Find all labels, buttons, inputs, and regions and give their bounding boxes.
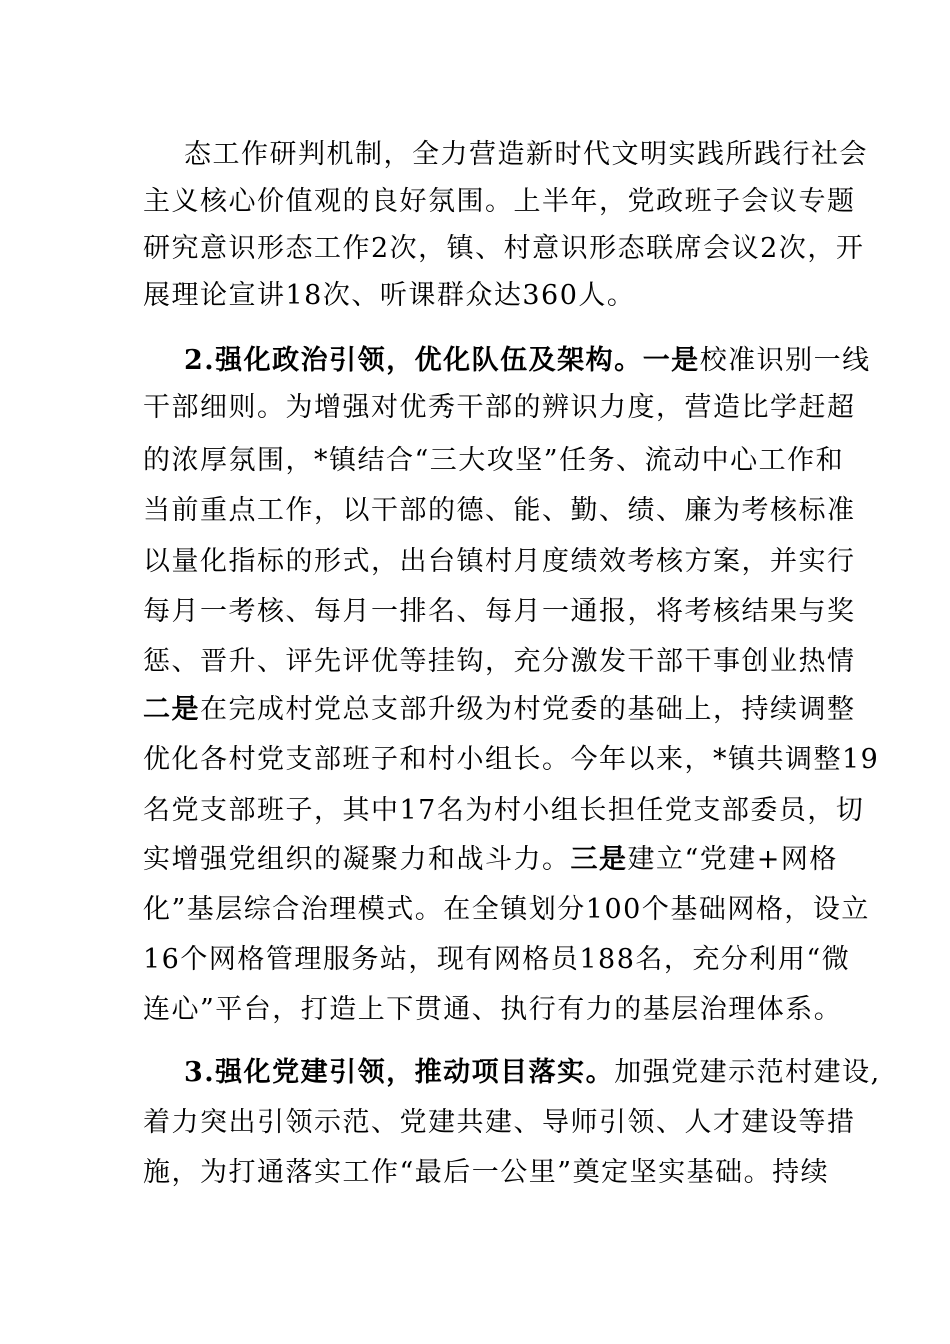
- para2-line-14: [143, 990, 843, 1030]
- text-span: 校准识别一线: [699, 345, 871, 376]
- para2-line-2: [143, 388, 856, 428]
- para2-line-12: [143, 890, 870, 930]
- text-span: 着力突出引领示范、党建共建、导师引领、人才建设等措: [143, 1107, 856, 1138]
- text-span: 名党支部班子，其中17名为村小组长担任党支部委员，切: [143, 795, 865, 826]
- para2-line-11: [143, 840, 838, 880]
- para3-line-3: [143, 1153, 830, 1193]
- text-span: 干部细则。为增强对优秀干部的辨识力度，营造比学赶超: [143, 392, 856, 423]
- para2-line-4: [143, 491, 856, 531]
- para1-line-3: [143, 229, 865, 269]
- keyword: 二是: [143, 694, 200, 725]
- text-span: 以量化指标的形式，出台镇村月度绩效考核方案，并实行: [143, 546, 856, 577]
- section-heading: 3.强化党建引领，推动项目落实。: [184, 1057, 615, 1088]
- text-span: 建立“党建+网格: [627, 844, 838, 875]
- para2-line-6: [143, 592, 856, 632]
- para2-line-1: [184, 341, 871, 381]
- text-span: 惩、晋升、评先评优等挂钩，充分激发干部干事创业热情: [143, 646, 856, 677]
- keyword: 三是: [570, 844, 628, 875]
- text-span: 连心”平台，打造上下贯通、执行有力的基层治理体系。: [143, 994, 843, 1025]
- text-span: 展理论宣讲18次、听课群众达360人。: [143, 280, 636, 311]
- text-span: 化”基层综合治理模式。在全镇划分100个基础网格，设立: [143, 894, 870, 925]
- text-span: 施，为打通落实工作“最后一公里”奠定坚实基础。持续: [143, 1157, 830, 1188]
- para2-line-10: [143, 791, 865, 831]
- para2-line-3: [143, 441, 845, 481]
- text-span: 16个网格管理服务站，现有网格员188名，充分利用“微: [143, 944, 851, 975]
- text-span: 在完成村党总支部升级为村党委的基础上，持续调整: [200, 694, 856, 725]
- text-span: 加强党建示范村建设,: [614, 1057, 881, 1088]
- text-span: 每月一考核、每月一排名、每月一通报，将考核结果与奖: [143, 596, 856, 627]
- text-span: 优化各村党支部班子和村小组长。今年以来，*镇共调整19: [143, 744, 880, 775]
- text-span: 实增强党组织的凝聚力和战斗力。: [143, 844, 571, 875]
- text-span: 当前重点工作，以干部的德、能、勤、绩、廉为考核标准: [143, 495, 856, 526]
- para2-line-7: [143, 642, 856, 682]
- text-span: 的浓厚氛围，*镇结合“三大攻坚”任务、流动中心工作和: [143, 445, 845, 476]
- text-span: 研究意识形态工作2次，镇、村意识形态联席会议2次，开: [143, 233, 865, 264]
- para1-line-1: [184, 135, 868, 175]
- text-span: 态工作研判机制，全力营造新时代文明实践所践行社会: [184, 139, 868, 170]
- para3-line-2: [143, 1103, 856, 1143]
- section-heading: 2.强化政治引领，优化队伍及架构。: [184, 345, 643, 376]
- para2-line-13: [143, 940, 851, 980]
- keyword: 一是: [642, 345, 700, 376]
- para3-line-1: [184, 1053, 881, 1093]
- para1-line-4: [143, 276, 823, 316]
- para2-line-5: [143, 542, 856, 582]
- para2-line-8: [143, 690, 856, 730]
- para2-line-9: [143, 740, 880, 780]
- para1-line-2: [143, 182, 856, 222]
- text-span: 主义核心价值观的良好氛围。上半年，党政班子会议专题: [143, 186, 856, 217]
